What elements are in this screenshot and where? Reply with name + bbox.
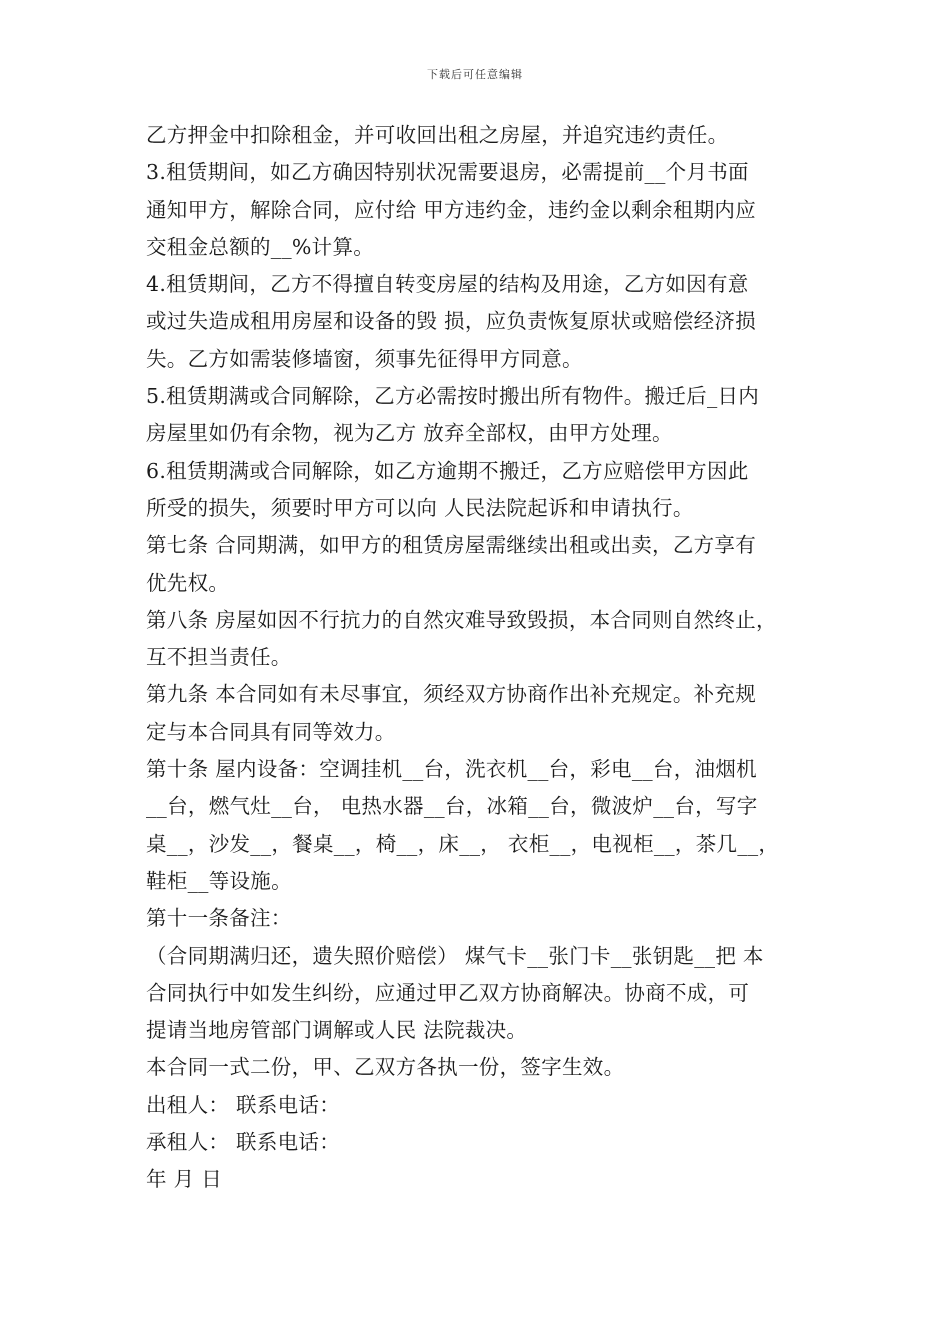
text-line: 出租人： 联系电话：: [146, 1092, 341, 1117]
text-line: 年 月 日: [146, 1167, 223, 1192]
text-line: （合同期满归还，遗失照价赔偿） 煤气卡__张门卡__张钥匙__把 本: [146, 943, 764, 968]
text-line: 桌__，沙发__，餐桌__，椅__，床__， 衣柜__，电视柜__，茶几__，: [146, 831, 780, 856]
text-line: 合同执行中如发生纠纷，应通过甲乙双方协商解决。协商不成，可: [146, 980, 750, 1005]
text-line: 房屋里如仍有余物，视为乙方 放弃全部权，由甲方处理。: [146, 421, 673, 446]
text-line: 失。乙方如需装修墙窗，须事先征得甲方同意。: [146, 346, 583, 371]
text-line: 鞋柜__等设施。: [146, 868, 292, 893]
text-line: 互不担当责任。: [146, 645, 292, 670]
text-line: 第十条 屋内设备：空调挂机__台，洗衣机__台，彩电__台，油烟机: [146, 757, 757, 782]
text-line: 优先权。: [146, 570, 230, 595]
text-line: 通知甲方，解除合同，应付给 甲方违约金，违约金以剩余租期内应: [146, 197, 757, 222]
text-line: 5.租赁期满或合同解除，乙方必需按时搬出所有物件。搬迁后_日内: [146, 384, 760, 409]
text-line: 第十一条备注：: [146, 906, 292, 931]
text-line: 乙方押金中扣除租金，并可收回出租之房屋，并追究违约责任。: [146, 123, 729, 147]
text-line: 所受的损失，须要时甲方可以向 人民法院起诉和申请执行。: [146, 495, 694, 520]
text-line: 4.租赁期间，乙方不得擅自转变房屋的结构及用途，乙方如因有意: [146, 272, 749, 297]
text-line: 提请当地房管部门调解或人民 法院裁决。: [146, 1018, 528, 1043]
text-line: 6.租赁期满或合同解除，如乙方逾期不搬迁，乙方应赔偿甲方因此: [146, 458, 749, 483]
text-line: 或过失造成租用房屋和设备的毁 损，应负责恢复原状或赔偿经济损: [146, 309, 757, 334]
text-line: 第九条 本合同如有未尽事宜，须经双方协商作出补充规定。补充规: [146, 682, 757, 707]
contract-body: [146, 117, 816, 1199]
text-line: 第八条 房屋如因不行抗力的自然灾难导致毁损，本合同则自然终止，: [146, 607, 777, 632]
text-line: 承租人： 联系电话：: [146, 1130, 341, 1155]
text-line: 本合同一式二份，甲、乙双方各执一份，签字生效。: [146, 1055, 625, 1080]
text-line: 第七条 合同期满，如甲方的租赁房屋需继续出租或出卖，乙方享有: [146, 533, 757, 558]
text-line: 定与本合同具有同等效力。: [146, 719, 396, 744]
text-line: __台，燃气灶__台， 电热水器__台，冰箱__台，微波炉__台，写字: [146, 794, 758, 819]
text-line: 3.租赁期间，如乙方确因特别状况需要退房，必需提前__个月书面: [146, 160, 749, 185]
header-note: 下载后可任意编辑: [427, 68, 523, 81]
text-line: 交租金总额的__%计算。: [146, 234, 375, 259]
